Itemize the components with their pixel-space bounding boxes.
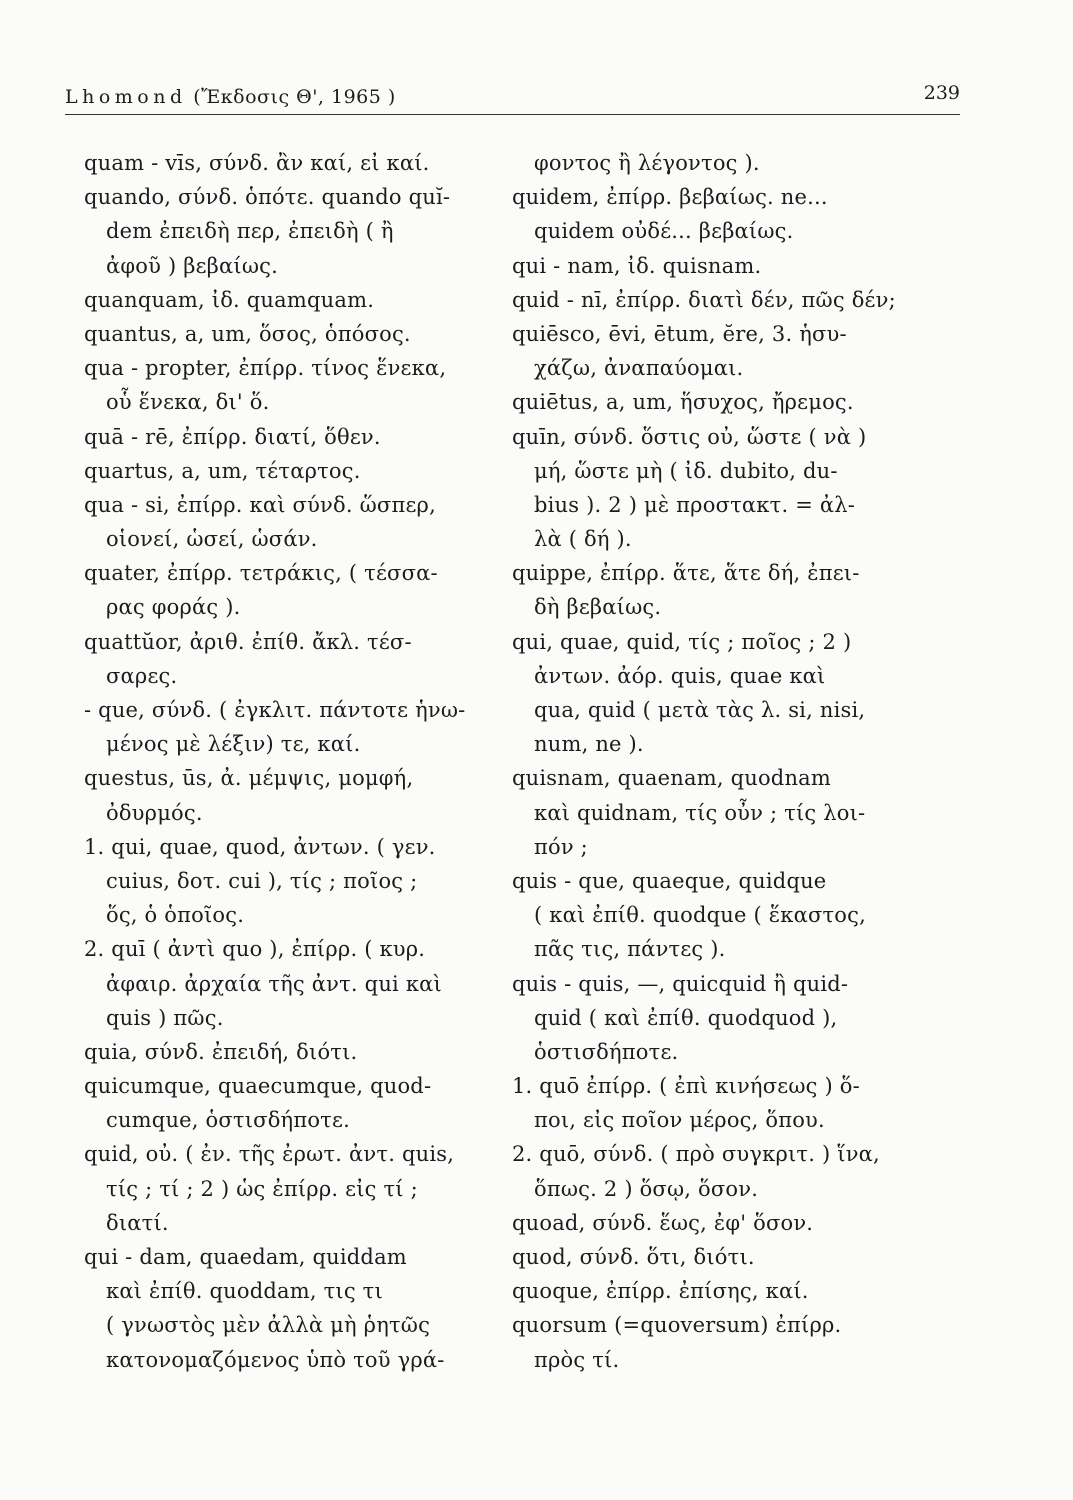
dictionary-line: qui, quae, quid, τίς ; ποῖος ; 2 ) — [512, 629, 852, 654]
dictionary-line: 2. quī ( ἀντὶ quo ), ἐπίρρ. ( κυρ. — [84, 937, 426, 962]
dictionary-line: ἀντων. ἀόρ. quis, quae καὶ — [534, 663, 826, 688]
dictionary-line: 1. quō ἐπίρρ. ( ἐπὶ κινήσεως ) ὅ- — [512, 1074, 860, 1099]
dictionary-line: 2. quō, σύνδ. ( πρὸ συγκριτ. ) ἵνα, — [512, 1142, 880, 1167]
page-number: 239 — [923, 82, 960, 104]
dictionary-line: quanquam, ἰδ. quamquam. — [84, 287, 375, 312]
dictionary-line: quis - quis, —, quicquid ἢ quid- — [512, 971, 849, 996]
dictionary-line: ἀφαιρ. ἀρχαία τῆς ἀντ. qui καὶ — [106, 971, 442, 996]
dictionary-line: quā - rē, ἐπίρρ. διατί, ὅθεν. — [84, 424, 381, 449]
left-column — [84, 146, 524, 1377]
dictionary-line: ( καὶ ἐπίθ. quodque ( ἕκαστος, — [534, 903, 866, 928]
dictionary-line: quartus, a, um, τέταρτος. — [84, 458, 361, 483]
dictionary-line: quiētus, a, um, ἥσυχος, ἤρεμος. — [512, 390, 854, 415]
page-header — [65, 76, 960, 115]
dictionary-line: questus, ūs, ἀ. μέμψις, μομφή, — [84, 766, 414, 791]
author-name: Lhomond — [65, 86, 187, 108]
dictionary-line: διατί. — [106, 1210, 169, 1235]
dictionary-line: quod, σύνδ. ὅτι, διότι. — [512, 1245, 755, 1269]
dictionary-line: quattŭor, ἀριθ. ἐπίθ. ἄκλ. τέσ- — [84, 629, 412, 654]
dictionary-line: quid - nī, ἐπίρρ. διατὶ δέν, πῶς δέν; — [512, 287, 896, 312]
dictionary-line: qua, quid ( μετὰ τὰς λ. si, nisi, — [534, 698, 866, 722]
dictionary-line: quidem, ἐπίρρ. βεβαίως. ne... — [512, 185, 828, 210]
dictionary-line: quater, ἐπίρρ. τετράκις, ( τέσσα- — [84, 561, 438, 586]
running-head — [65, 86, 396, 108]
dictionary-line: quippe, ἐπίρρ. ἅτε, ἅτε δή, ἐπει- — [512, 561, 860, 586]
dictionary-line: quando, σύνδ. ὁπότε. quando quĭ- — [84, 185, 451, 210]
dictionary-line: quīn, σύνδ. ὅστις οὐ, ὥστε ( νὰ ) — [512, 424, 867, 449]
dictionary-line: σαρες. — [106, 663, 178, 688]
dictionary-line: χάζω, ἀναπαύομαι. — [534, 356, 744, 381]
dictionary-line: λὰ ( δή ). — [534, 527, 632, 552]
dictionary-line: μή, ὥστε μὴ ( ἰδ. dubito, du- — [534, 458, 838, 483]
dictionary-line: quoad, σύνδ. ἕως, ἐφ' ὅσον. — [512, 1210, 814, 1235]
dictionary-line: πρὸς τί. — [534, 1347, 620, 1372]
dictionary-line: bius ). 2 ) μὲ προστακτ. = ἀλ- — [534, 492, 856, 517]
dictionary-line: κατονομαζόμενος ὑπὸ τοῦ γρά- — [106, 1347, 445, 1372]
dictionary-line: num, ne ). — [534, 732, 644, 757]
dictionary-line: qua - propter, ἐπίρρ. τίνος ἕνεκα, — [84, 356, 447, 381]
dictionary-line: dem ἐπειδὴ περ, ἐπειδὴ ( ἢ — [106, 219, 394, 244]
dictionary-line: quisnam, quaenam, quodnam — [512, 766, 832, 791]
dictionary-line: 1. qui, quae, quod, ἀντων. ( γεν. — [84, 834, 436, 859]
dictionary-line: qui - dam, quaedam, quiddam — [84, 1245, 407, 1269]
dictionary-line: ὅπως. 2 ) ὅσῳ, ὅσον. — [534, 1176, 759, 1201]
dictionary-line: μένος μὲ λέξιν) τε, καί. — [106, 732, 361, 757]
dictionary-line: ἀφοῦ ) βεβαίως. — [106, 253, 278, 278]
dictionary-line: ρας φοράς ). — [106, 595, 241, 620]
dictionary-line: quicumque, quaecumque, quod- — [84, 1074, 432, 1099]
dictionary-line: quis - que, quaeque, quidque — [512, 868, 827, 893]
dictionary-line: ὅς, ὁ ὁποῖος. — [106, 903, 245, 928]
dictionary-line: ποι, εἰς ποῖον μέρος, ὅπου. — [534, 1108, 825, 1133]
dictionary-line: quid, οὐ. ( ἐν. τῆς ἐρωτ. ἀντ. quis, — [84, 1142, 455, 1167]
dictionary-line: καὶ ἐπίθ. quoddam, τις τι — [106, 1279, 383, 1304]
dictionary-line: πᾶς τις, πάντες ). — [534, 937, 726, 962]
dictionary-line: οὗ ἕνεκα, δι' ὅ. — [106, 390, 270, 415]
dictionary-line: quia, σύνδ. ἐπειδή, διότι. — [84, 1039, 358, 1064]
dictionary-line: ( γνωστὸς μὲν ἀλλὰ μὴ ῥητῶς — [106, 1313, 431, 1338]
dictionary-line: quantus, a, um, ὅσος, ὁπόσος. — [84, 321, 411, 346]
dictionary-line: cumque, ὁστισδήποτε. — [106, 1108, 350, 1133]
dictionary-line: quiēsco, ēvi, ētum, ĕre, 3. ἡσυ- — [512, 321, 847, 346]
dictionary-line: τίς ; τί ; 2 ) ὡς ἐπίρρ. εἰς τί ; — [106, 1176, 418, 1201]
dictionary-line: quoque, ἐπίρρ. ἐπίσης, καί. — [512, 1279, 809, 1304]
dictionary-line: quis ) πῶς. — [106, 1005, 224, 1030]
right-column — [512, 146, 972, 1377]
dictionary-line: οἱονεί, ὡσεί, ὡσάν. — [106, 527, 318, 552]
dictionary-line: ὁστισδήποτε. — [534, 1039, 679, 1064]
dictionary-line: qua - si, ἐπίρρ. καὶ σύνδ. ὥσπερ, — [84, 492, 436, 517]
dictionary-line: quam - vīs, σύνδ. ἂν καί, εἰ καί. — [84, 151, 430, 175]
dictionary-line: cuius, δοτ. cui ), τίς ; ποῖος ; — [106, 868, 418, 893]
dictionary-line: φοντος ἢ λέγοντος ). — [534, 151, 760, 175]
dictionary-line: quidem οὐδέ... βεβαίως. — [534, 219, 794, 244]
dictionary-line: δὴ βεβαίως. — [534, 595, 662, 620]
dictionary-line: qui - nam, ἰδ. quisnam. — [512, 253, 762, 278]
dictionary-line: - que, σύνδ. ( ἐγκλιτ. πάντοτε ἡνω- — [84, 698, 466, 722]
dictionary-line: πόν ; — [534, 834, 588, 859]
dictionary-line: quorsum (=quoversum) ἐπίρρ. — [512, 1313, 842, 1338]
edition-info: (Ἔκδοσις Θ', 1965 ) — [193, 86, 396, 108]
dictionary-line: καὶ quidnam, τίς οὖν ; τίς λοι- — [534, 800, 866, 825]
dictionary-line: ὀδυρμός. — [106, 800, 203, 825]
dictionary-line: quid ( καὶ ἐπίθ. quodquod ), — [534, 1005, 838, 1030]
